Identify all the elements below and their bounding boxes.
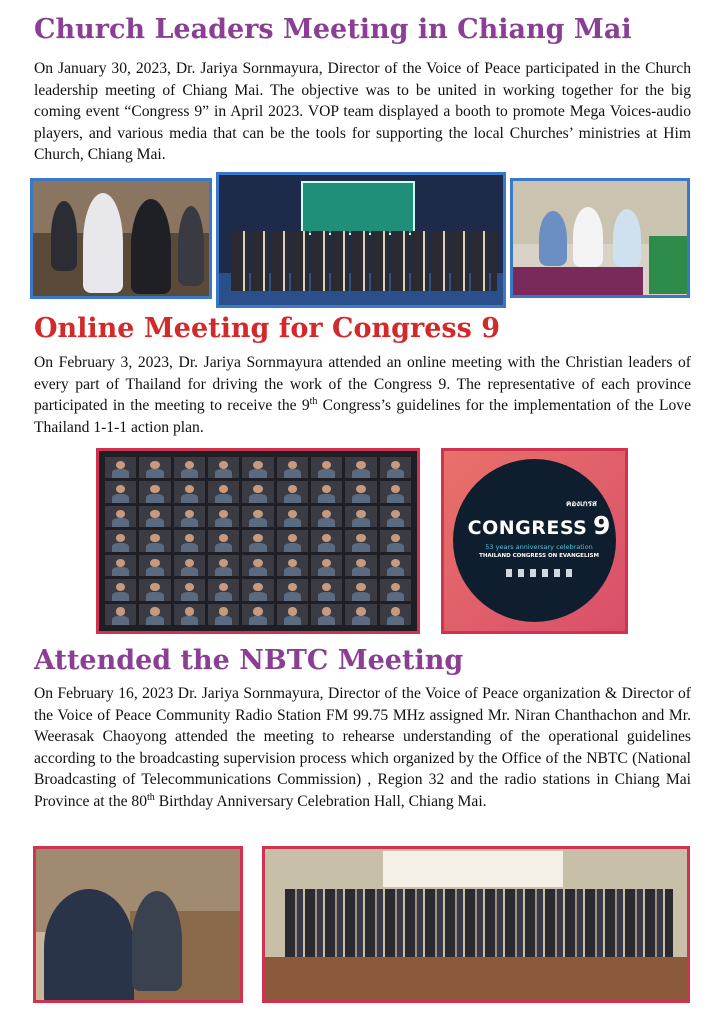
section-body-nbtc-meeting: On February 16, 2023 Dr. Jariya Sornmayura, Director of the Voice of Peace organization & Director of the Voice of Peace Community Radio Station FM 99.75 MHz assigned Mr. Niran Chanthachon and Mr. Weerasak Chaoyong attended the meeting to rehearse understanding of the operational guidelines according to the broadcasting supervision process which organized by the Office of the NBTC (National Broadcasting of Telecommunications Commission) , Region 32 and the radio stations in Chiang Mai Province at the 80th Birthday Anniversary Celebration Hall, Chiang Mai.: [34, 685, 691, 810]
section-title-online-meeting: Online Meeting for Congress 9: [34, 313, 501, 344]
congress-partner-icons: [506, 569, 572, 577]
congress-number: 9: [592, 511, 611, 540]
congress-9-logo-card: [441, 448, 628, 634]
photo-group-on-stage: [216, 172, 506, 308]
photo-online-meeting-grid: [96, 448, 420, 634]
congress-logo-wordmark: [464, 511, 614, 540]
photo-nbtc-group: [262, 846, 690, 1003]
section-body-church-leaders: On January 30, 2023, Dr. Jariya Sornmayura, Director of the Voice of Peace participated in the Church leadership meeting of Chiang Mai. The objective was to be united in working together for the big coming event “Congress 9” in April 2023. VOP team displayed a booth to promote Mega Voices-audio players, and various media that can be the tools for supporting the local Churches’ ministries at Him Church, Chiang Mai.: [34, 60, 691, 163]
section-title-nbtc-meeting: Attended the NBTC Meeting: [34, 645, 464, 676]
congress-word: CONGRESS: [467, 517, 588, 539]
congress-thai-title: คองเกรส: [566, 499, 597, 508]
photo-nbtc-hall-selfie: [33, 846, 243, 1003]
congress-tagline: THAILAND CONGRESS ON EVANGELISM: [479, 553, 599, 559]
congress-logo-disc: [453, 459, 616, 622]
congress-subtitle: 53 years anniversary celebration: [485, 543, 593, 551]
section-body-online-meeting: On February 3, 2023, Dr. Jariya Sornmayura attended an online meeting with the Christian leaders of every part of Thailand for driving the work of the Congress 9. The representative of each province participated in the meeting to receive the 9th Congress’s guidelines for the implementation of the Love Thailand 1-1-1 action plan.: [34, 354, 691, 436]
section-title-church-leaders: Church Leaders Meeting in Chiang Mai: [34, 14, 632, 45]
photo-booth-display: [510, 178, 690, 298]
photo-seated-attendees: [30, 178, 212, 299]
